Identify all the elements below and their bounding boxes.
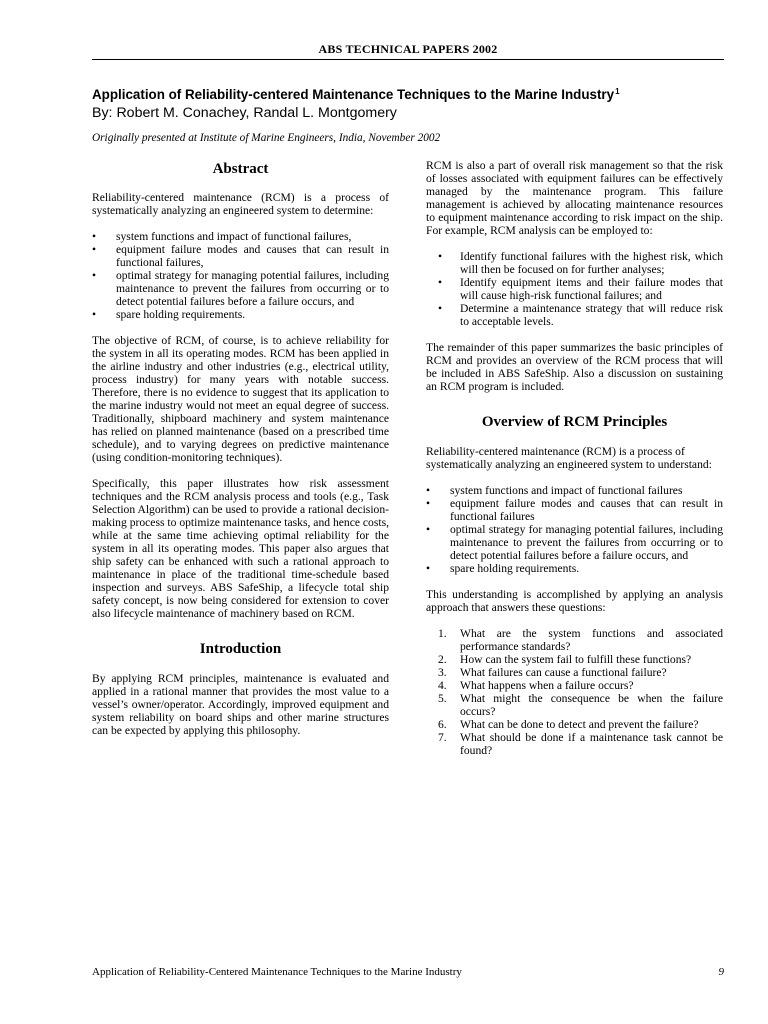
list-item-text: equipment failure modes and causes that can result in functional failures bbox=[450, 497, 723, 523]
bullet-icon: • bbox=[426, 523, 431, 536]
list-item-text: What might the consequence be when the failure occurs? bbox=[460, 692, 723, 718]
list-item bbox=[92, 243, 389, 269]
list-item-text: What should be done if a maintenance task cannot be found? bbox=[460, 731, 723, 757]
bullet-icon: • bbox=[92, 243, 97, 256]
list-item bbox=[426, 627, 723, 653]
bullet-icon: • bbox=[438, 302, 443, 315]
list-item bbox=[426, 666, 723, 679]
list-item bbox=[426, 250, 723, 276]
abstract-paragraph-1: Reliability-centered maintenance (RCM) is a process of systematically analyzing an engineered system to determine: bbox=[92, 191, 389, 217]
abstract-paragraph-3: Specifically, this paper illustrates how risk assessment techniques and the RCM analysis process and tools (e.g., Task Selection Algorithm) can be used to provide a rational decision-making process to optimize maintenance tasks, and hence costs, while at the same time achieving optimal reliability for the system in all its operating modes. This paper also argues that ship safety can be enhanced with such a rational approach to maintenance in place of the traditional time-schedule based inspection and surveys. ABS SafeShip, a lifecycle total ship safety concept, is now being considered for extension to cover also lifecycle maintenance of machinery based on RCM. bbox=[92, 477, 389, 620]
running-head: ABS TECHNICAL PAPERS 2002 bbox=[318, 42, 498, 56]
list-item bbox=[426, 484, 723, 497]
list-item bbox=[426, 302, 723, 328]
paper-title-text: Application of Reliability-centered Maintenance Techniques to the Marine Industry bbox=[92, 87, 615, 102]
list-item-text: optimal strategy for managing potential failures, including maintenance to prevent the failures from occurring or to detect potential failures before a failure occurs, and bbox=[450, 523, 723, 562]
bullet-icon: • bbox=[426, 484, 431, 497]
header-rule bbox=[92, 59, 724, 60]
bullet-icon: • bbox=[426, 562, 431, 575]
list-item bbox=[426, 276, 723, 302]
list-item bbox=[92, 308, 389, 321]
overview-paragraph: Reliability-centered maintenance (RCM) is a process of systematically analyzing an engineered system to understand: bbox=[426, 445, 712, 471]
abstract-heading: Abstract bbox=[212, 161, 269, 177]
overview-bullet-list bbox=[426, 484, 723, 575]
list-item-text: What failures can cause a functional failure? bbox=[460, 666, 667, 679]
abstract-bullet-list bbox=[92, 230, 389, 321]
footer-title: Application of Reliability-Centered Maintenance Techniques to the Marine Industry bbox=[92, 966, 462, 978]
origin-note: Originally presented at Institute of Marine Engineers, India, November 2002 bbox=[92, 132, 441, 144]
list-item-text: Identify equipment items and their failure modes that will cause high-risk functional failures; and bbox=[460, 276, 723, 302]
introduction-heading: Introduction bbox=[199, 641, 282, 657]
page-number: 9 bbox=[718, 966, 724, 978]
list-item bbox=[426, 692, 723, 718]
left-column bbox=[92, 160, 389, 750]
bullet-icon: • bbox=[92, 308, 97, 321]
list-item-text: What can be done to detect and prevent the failure? bbox=[460, 718, 699, 731]
questions-list bbox=[426, 627, 723, 757]
list-item-text: equipment failure modes and causes that can result in functional failures, bbox=[116, 243, 389, 269]
title-footnote-marker: 1 bbox=[615, 86, 620, 96]
list-item bbox=[426, 562, 723, 575]
list-item bbox=[426, 679, 723, 692]
abstract-paragraph-2: The objective of RCM, of course, is to achieve reliability for the system in all its operating modes. RCM has been applied in the airline industry and other industries (e.g., electrical utility, process industry) for many years with notable success. Therefore, there is no evidence to suggest that its application to the marine industry would not meet an equal degree of success. Traditionally, shipboard machinery and system maintenance has relied on planned maintenance (based on a prescribed time schedule), and to varying degrees on predictive maintenance (using condition-monitoring techniques). bbox=[92, 334, 389, 464]
bullet-icon: • bbox=[92, 269, 97, 282]
list-number: 4. bbox=[438, 679, 447, 692]
list-item-text: system functions and impact of functional failures, bbox=[116, 230, 352, 243]
list-item-text: spare holding requirements. bbox=[116, 308, 246, 321]
bullet-icon: • bbox=[426, 497, 431, 510]
list-item-text: Identify functional failures with the highest risk, which will then be focused on for further analyses; bbox=[460, 250, 723, 276]
list-number: 5. bbox=[438, 692, 447, 705]
list-item bbox=[92, 269, 389, 308]
list-item-text: What happens when a failure occurs? bbox=[460, 679, 634, 692]
paper-title bbox=[92, 87, 732, 103]
remainder-paragraph: The remainder of this paper summarizes the basic principles of RCM and provides an overview of the RCM process that will be included in ABS SafeShip. Also a discussion on sustaining an RCM program is included. bbox=[426, 341, 723, 393]
list-number: 7. bbox=[438, 731, 447, 744]
authors: By: Robert M. Conachey, Randal L. Montgomery bbox=[92, 105, 397, 121]
overview-heading: Overview of RCM Principles bbox=[481, 414, 668, 430]
list-item bbox=[426, 653, 723, 666]
list-item-text: What are the system functions and associated performance standards? bbox=[460, 627, 723, 653]
list-item bbox=[92, 230, 389, 243]
list-number: 6. bbox=[438, 718, 447, 731]
list-item bbox=[426, 523, 723, 562]
questions-intro-paragraph: This understanding is accomplished by applying an analysis approach that answers these questions: bbox=[426, 588, 723, 614]
bullet-icon: • bbox=[438, 250, 443, 263]
rcm-analysis-bullet-list bbox=[426, 250, 723, 328]
list-item bbox=[426, 497, 723, 523]
list-number: 1. bbox=[438, 627, 447, 640]
list-item bbox=[426, 718, 723, 731]
bullet-icon: • bbox=[438, 276, 443, 289]
list-number: 3. bbox=[438, 666, 447, 679]
list-item-text: spare holding requirements. bbox=[450, 562, 580, 575]
right-column bbox=[426, 159, 723, 770]
list-item bbox=[426, 731, 723, 757]
title-block bbox=[92, 87, 732, 145]
bullet-icon: • bbox=[92, 230, 97, 243]
risk-paragraph: RCM is also a part of overall risk management so that the risk of losses associated with equipment failures can be effectively managed by the maintenance program. This failure management is achieved by allocating maintenance resources to equipment maintenance according to risk impact on the ship. For example, RCM analysis can be employed to: bbox=[426, 159, 723, 237]
list-item-text: How can the system fail to fulfill these functions? bbox=[460, 653, 692, 666]
list-number: 2. bbox=[438, 653, 447, 666]
introduction-paragraph-1: By applying RCM principles, maintenance is evaluated and applied in a rational manner that provides the most value to a vessel’s owner/operator. Accordingly, improved equipment and system reliability on board ships and other marine structures can be expected by applying this philosophy. bbox=[92, 672, 389, 737]
list-item-text: Determine a maintenance strategy that will reduce risk to acceptable levels. bbox=[460, 302, 723, 328]
list-item-text: system functions and impact of functional failures bbox=[450, 484, 683, 497]
list-item-text: optimal strategy for managing potential failures, including maintenance to prevent the failures from occurring or to detect potential failures before a failure occurs, and bbox=[116, 269, 389, 308]
